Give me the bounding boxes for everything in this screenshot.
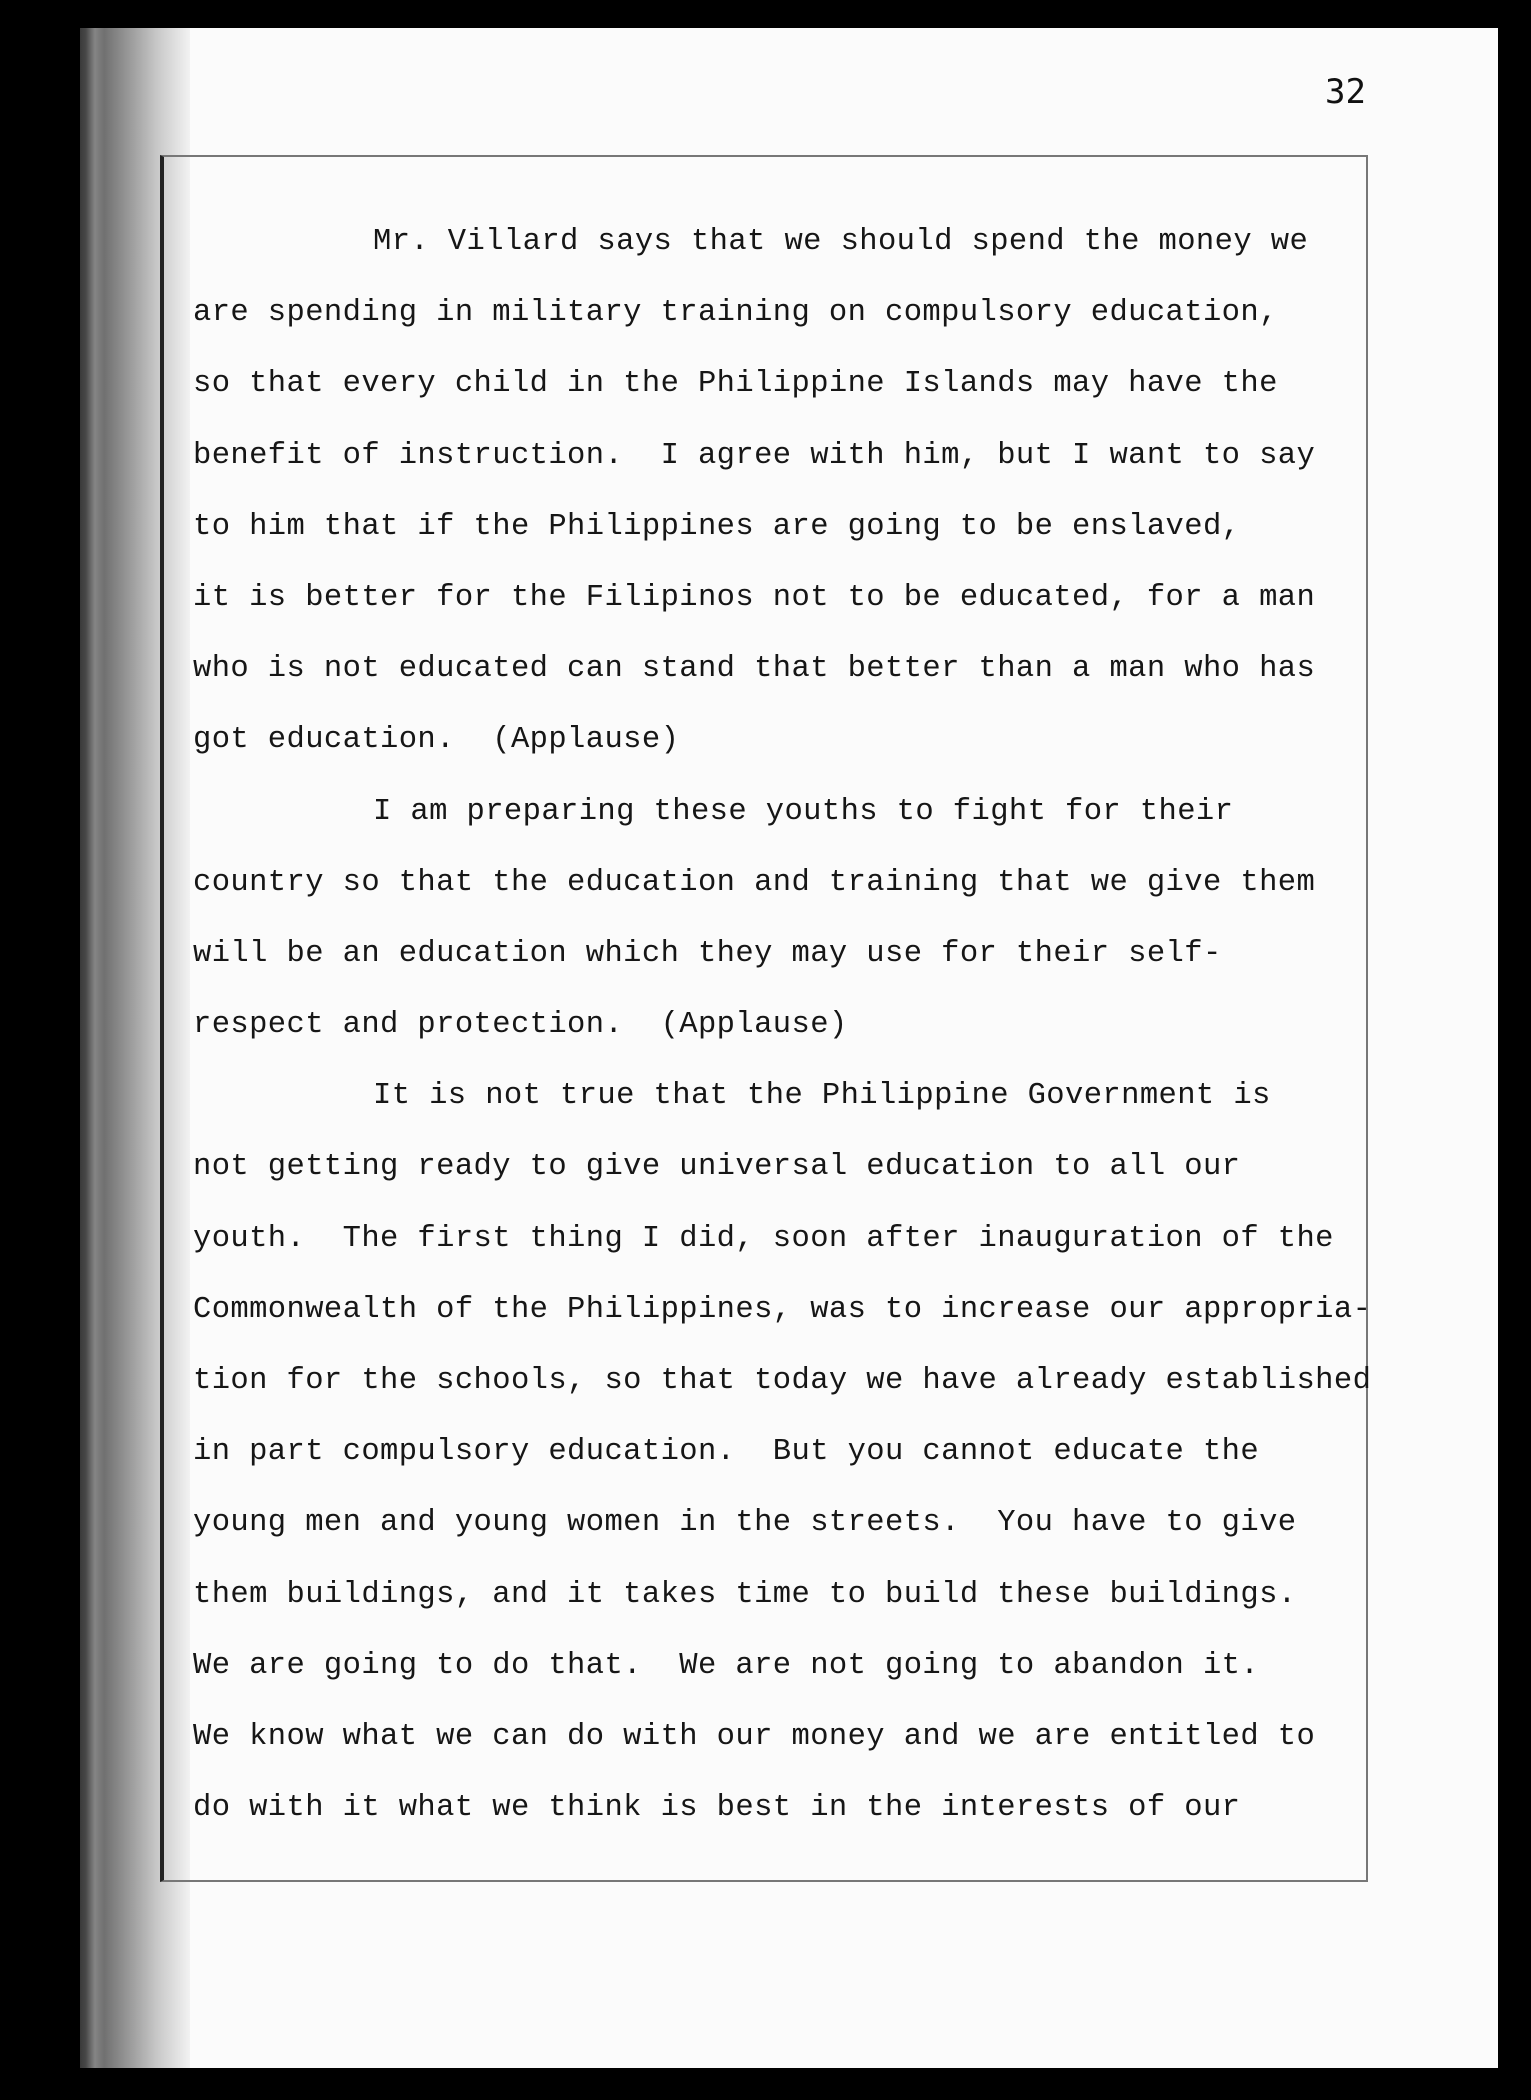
text-line: respect and protection. (Applause)	[193, 1008, 848, 1043]
text-line: Commonwealth of the Philippines, was to increase our appropria-	[193, 1292, 1372, 1327]
typed-text-block	[193, 222, 1372, 1859]
text-line: benefit of instruction. I agree with him, but I want to say	[193, 438, 1316, 473]
text-line: not getting ready to give universal education to all our	[193, 1150, 1241, 1185]
text-line: tion for the schools, so that today we have already established	[193, 1364, 1372, 1398]
text-line: in part compulsory education. But you cannot educate the	[193, 1435, 1260, 1470]
text-line: who is not educated can stand that better than a man who has	[193, 652, 1316, 687]
text-line: country so that the education and training that we give them	[193, 865, 1316, 900]
text-line: are spending in military training on compulsory education,	[193, 296, 1278, 331]
text-line: It is not true that the Philippine Government is	[373, 1079, 1271, 1114]
page-number: 32	[1325, 72, 1366, 112]
text-line: Mr. Villard says that we should spend the money we	[373, 225, 1309, 259]
text-line: We know what we can do with our money and we are entitled to	[193, 1719, 1316, 1754]
text-line: I am preparing these youths to fight for their	[373, 794, 1234, 829]
text-line: We are going to do that. We are not going to abandon it.	[193, 1648, 1260, 1683]
text-line: to him that if the Philippines are going to be enslaved,	[193, 509, 1241, 544]
text-line: young men and young women in the streets. You have to give	[193, 1506, 1297, 1541]
text-line: youth. The first thing I did, soon after inauguration of the	[193, 1221, 1334, 1256]
text-line: it is better for the Filipinos not to be educated, for a man	[193, 580, 1316, 615]
text-line: them buildings, and it takes time to build these buildings.	[193, 1577, 1297, 1612]
text-line: will be an education which they may use for their self-	[193, 936, 1222, 971]
text-line: do with it what we think is best in the interests of our	[193, 1791, 1241, 1826]
text-line: so that every child in the Philippine Islands may have the	[193, 367, 1278, 402]
text-line: got education. (Applause)	[193, 723, 680, 758]
